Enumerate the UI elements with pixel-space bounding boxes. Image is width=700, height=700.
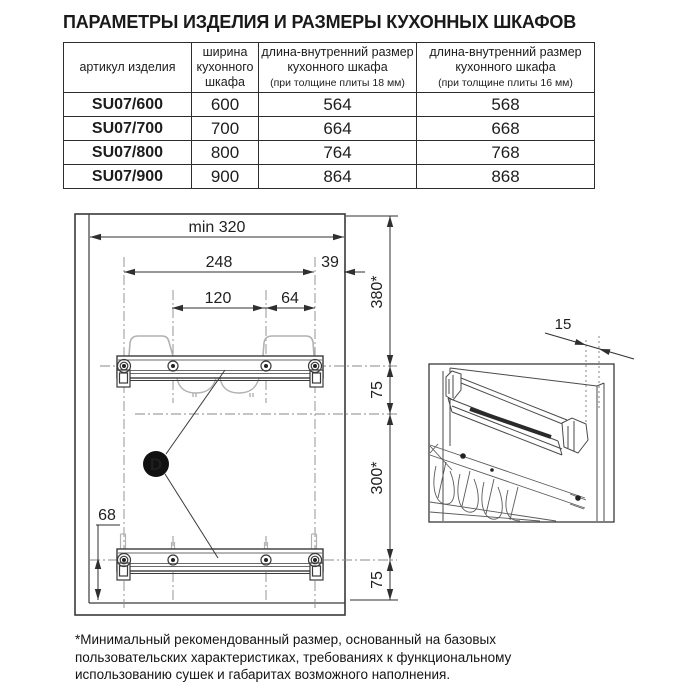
dimension-label-75-top: 75 (369, 381, 386, 399)
table-row (64, 141, 595, 165)
top-rail (117, 336, 323, 397)
dimension-label-248: 248 (205, 254, 233, 271)
article-cell: SU07/600 (64, 93, 192, 117)
article-cell: SU07/800 (64, 141, 192, 165)
parameters-table (63, 42, 595, 189)
dish-rack (430, 444, 586, 521)
footnote: *Минимальный рекомендованный размер, основанный на базовых пользовательских характеристиках, требованиях к функциональному использованию сушек и габаритах возможного наполнения. (75, 632, 512, 682)
width-cell: 800 (192, 141, 259, 165)
bottom-rail-pins (121, 534, 317, 549)
len16-cell: 568 (417, 93, 595, 117)
technical-drawing (0, 195, 700, 635)
front-view-drawing (75, 214, 398, 615)
top-rail-handles (129, 336, 314, 356)
col-header-len18 (259, 43, 417, 93)
width-cell: 900 (192, 165, 259, 189)
side-view-drawing (429, 316, 634, 522)
table-row (64, 165, 595, 189)
width-cell: 600 (192, 93, 259, 117)
len18-cell: 864 (259, 165, 417, 189)
wall-bracket (446, 371, 588, 455)
len18-cell: 764 (259, 141, 417, 165)
len16-cell: 868 (417, 165, 595, 189)
dimension-label-75-bottom: 75 (369, 571, 386, 589)
len18-cell: 664 (259, 117, 417, 141)
col-header-article: артикул изделия (64, 43, 192, 93)
bottom-rail (117, 534, 323, 580)
article-cell: SU07/900 (64, 165, 192, 189)
col-header-len16-note: (при толщине плиты 16 мм) (438, 77, 573, 90)
dimension-label-min-320: min 320 (188, 219, 246, 236)
col-header-len16 (417, 43, 595, 93)
col-header-len16-main: длина-внутренний размер кухонного шкафа (429, 44, 582, 75)
thickness-dim (545, 316, 634, 422)
len16-cell: 768 (417, 141, 595, 165)
col-header-len18-note: (при толщине плиты 18 мм) (270, 77, 405, 90)
width-cell: 700 (192, 117, 259, 141)
dimension-label-64: 64 (281, 290, 299, 307)
callout-d-label: D (149, 455, 163, 474)
len18-cell: 564 (259, 93, 417, 117)
dimension-lines (90, 216, 398, 600)
dimension-label-300: 300* (369, 461, 386, 495)
article-cell: SU07/700 (64, 117, 192, 141)
table-header-row (64, 43, 595, 93)
dimension-label-380: 380* (369, 275, 386, 309)
dimension-label-68: 68 (98, 507, 116, 524)
table-row (64, 93, 595, 117)
table-row (64, 117, 595, 141)
dimension-label-120: 120 (204, 290, 232, 307)
col-header-width: ширина кухонного шкафа (192, 43, 259, 93)
len16-cell: 668 (417, 117, 595, 141)
dimension-label-39: 39 (321, 254, 339, 271)
dimension-label-15: 15 (554, 316, 572, 333)
col-header-len18-main: длина-внутренний размер кухонного шкафа (261, 44, 414, 75)
page-title: ПАРАМЕТРЫ ИЗДЕЛИЯ И РАЗМЕРЫ КУХОННЫХ ШКАФОВ (63, 12, 576, 32)
dimension-labels (98, 219, 386, 589)
